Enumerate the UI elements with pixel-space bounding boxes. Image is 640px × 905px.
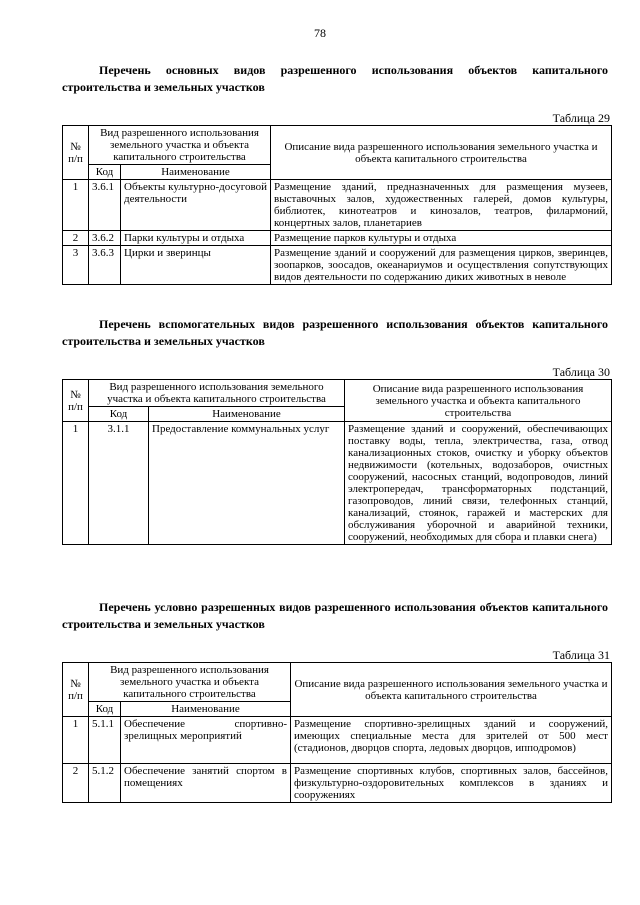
table-conditional-uses bbox=[62, 662, 612, 803]
header-name: Наименование bbox=[149, 407, 345, 422]
header-code: Код bbox=[89, 407, 149, 422]
section-heading-auxiliary bbox=[62, 316, 608, 350]
heading-line: капитального строительства и земельных участков bbox=[62, 317, 608, 348]
table-row bbox=[63, 764, 612, 803]
table-row bbox=[63, 231, 612, 246]
cell-code: 3.6.2 bbox=[89, 231, 121, 246]
cell-name: Предоставление коммунальных услуг bbox=[149, 422, 345, 545]
cell-description: Размещение парков культуры и отдыха bbox=[271, 231, 612, 246]
header-group: Вид разрешенного использования земельного участка и объекта капитального строительства bbox=[89, 663, 291, 702]
heading-line: Перечень условно разрешенных видов разрешенного использования объектов bbox=[99, 600, 529, 614]
header-description: Описание вида разрешенного использования земельного участка и объекта капитального строительства bbox=[271, 126, 612, 180]
heading-line: Перечень вспомогательных видов разрешенного использования объектов bbox=[99, 317, 525, 331]
cell-name: Обеспечение занятий спортом в помещениях bbox=[121, 764, 291, 803]
cell-name: Парки культуры и отдыха bbox=[121, 231, 271, 246]
cell-description: Размещение зданий и сооружений, обеспечивающих поставку воды, тепла, электричества, газа, отвод канализационных стоков, очистку и уборку объектов недвижимости (котельных, водозаборов, очистных сооружений, насосных станций, водопроводов, линий электропередач, трансформаторных подстанций, газопроводов, линий связи, телефонных станций, канализаций, стоянок, гаражей и мастерских для обслуживания уборочной и аварийной техники, сооружений, необходимых для сбора и плавки снега) bbox=[345, 422, 612, 545]
section-heading-conditional bbox=[62, 599, 608, 633]
table-row bbox=[63, 422, 612, 545]
cell-code: 5.1.1 bbox=[89, 717, 121, 764]
cell-num: 2 bbox=[63, 231, 89, 246]
cell-code: 3.6.3 bbox=[89, 246, 121, 285]
cell-description: Размещение зданий и сооружений для размещения цирков, зверинцев, зоопарков, зоосадов, океанариумов и осуществления сопутствующих видов деятельности по содержанию диких животных в неволе bbox=[271, 246, 612, 285]
page-number: 78 bbox=[314, 26, 326, 40]
cell-num: 1 bbox=[63, 717, 89, 764]
header-code: Код bbox=[89, 165, 121, 180]
header-name: Наименование bbox=[121, 165, 271, 180]
header-num: № п/п bbox=[63, 380, 89, 422]
table-row bbox=[63, 246, 612, 285]
table-row bbox=[63, 717, 612, 764]
header-description: Описание вида разрешенного использования земельного участка и объекта капитального строительства bbox=[345, 380, 612, 422]
cell-name: Объекты культурно-досуговой деятельности bbox=[121, 180, 271, 231]
header-num: № п/п bbox=[63, 126, 89, 180]
heading-line: строительства и земельных участков bbox=[62, 80, 265, 94]
header-description: Описание вида разрешенного использования земельного участка и объекта капитального строительства bbox=[291, 663, 612, 717]
table-main-uses bbox=[62, 125, 612, 285]
header-code: Код bbox=[89, 702, 121, 717]
header-num: № п/п bbox=[63, 663, 89, 717]
table-caption: Таблица 30 bbox=[552, 365, 610, 379]
section-heading-main bbox=[62, 62, 608, 96]
header-name: Наименование bbox=[121, 702, 291, 717]
heading-line: капитального строительства и земельных участков bbox=[62, 600, 608, 631]
cell-name: Цирки и зверинцы bbox=[121, 246, 271, 285]
header-group: Вид разрешенного использования земельного участка и объекта капитального строительства bbox=[89, 380, 345, 407]
cell-num: 1 bbox=[63, 180, 89, 231]
cell-num: 2 bbox=[63, 764, 89, 803]
cell-description: Размещение зданий, предназначенных для размещения музеев, выставочных залов, художественных галерей, домов культуры, библиотек, кинотеатров и кинозалов, театров, филармоний, концертных залов, планетариев bbox=[271, 180, 612, 231]
table-caption: Таблица 29 bbox=[552, 111, 610, 125]
header-group: Вид разрешенного использования земельного участка и объекта капитального строительства bbox=[89, 126, 271, 165]
table-auxiliary-uses bbox=[62, 379, 612, 545]
cell-num: 1 bbox=[63, 422, 89, 545]
table-caption: Таблица 31 bbox=[552, 648, 610, 662]
cell-description: Размещение спортивно-зрелищных зданий и сооружений, имеющих специальные места для зрителей от 500 мест (стадионов, дворцов спорта, ледовых дворцов, ипподромов) bbox=[291, 717, 612, 764]
cell-code: 3.6.1 bbox=[89, 180, 121, 231]
cell-name: Обеспечение спортивно-зрелищных мероприятий bbox=[121, 717, 291, 764]
cell-num: 3 bbox=[63, 246, 89, 285]
cell-code: 5.1.2 bbox=[89, 764, 121, 803]
cell-description: Размещение спортивных клубов, спортивных залов, бассейнов, физкультурно-оздоровительных комплексов в зданиях и сооружениях bbox=[291, 764, 612, 803]
cell-code: 3.1.1 bbox=[89, 422, 149, 545]
heading-line: Перечень основных видов разрешенного использования объектов капитального bbox=[99, 63, 608, 77]
table-row bbox=[63, 180, 612, 231]
